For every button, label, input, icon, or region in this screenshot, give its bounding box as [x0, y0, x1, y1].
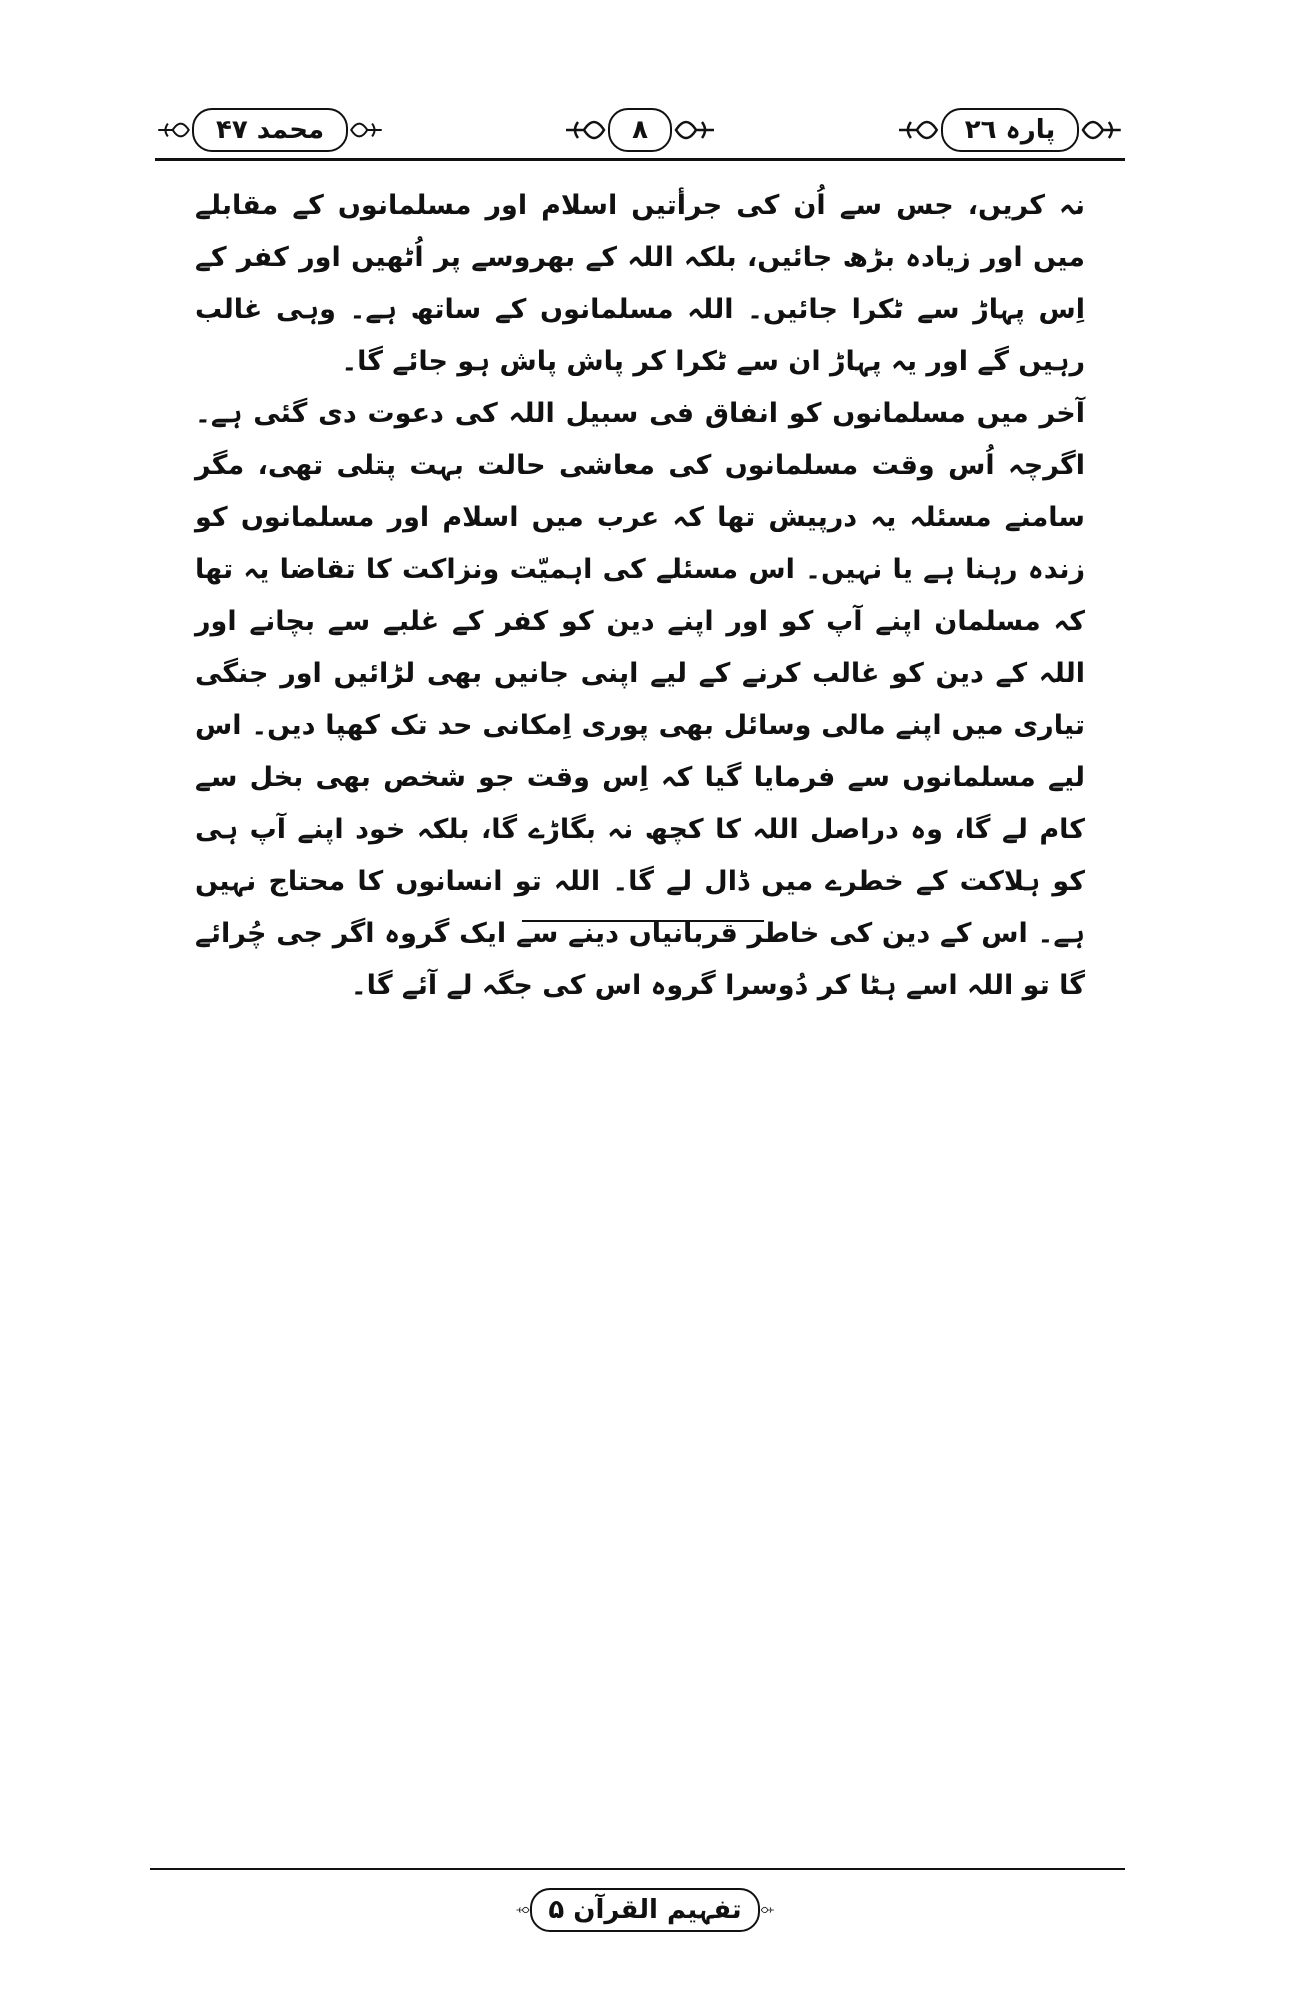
ornament-icon — [515, 1890, 530, 1930]
surah-cartouche — [155, 108, 385, 152]
surah-frame — [192, 108, 348, 152]
page-number-frame — [608, 108, 672, 152]
page-number: ۸ — [632, 115, 648, 145]
ornament-icon — [348, 110, 385, 150]
ornament-icon — [155, 110, 192, 150]
page-number-cartouche — [535, 108, 745, 152]
paragraph: نہ کریں، جس سے اُن کی جرأتیں اسلام اور مسلمانوں کے مقابلے میں اور زیادہ بڑھ جائیں، بلکہ اللہ کے بھروسے پر اُٹھیں اور کفر کے اِس پہاڑ سے ٹکرا جائیں۔ اللہ مسلمانوں کے ساتھ ہے۔ وہی غالب رہیں گے اور یہ پہاڑ ان سے ٹکرا کر پاش پاش ہو جائے گا۔ — [195, 190, 1085, 377]
body-text — [195, 180, 1085, 1012]
ornament-icon — [672, 110, 718, 150]
ornament-icon — [895, 110, 941, 150]
paragraph: آخر میں مسلمانوں کو انفاق فی سبیل اللہ کی دعوت دی گئی ہے۔ اگرچہ اُس وقت مسلمانوں کی معاشی حالت بہت پتلی تھی، مگر سامنے مسئلہ یہ درپیش تھا کہ عرب میں اسلام اور مسلمانوں کو زندہ رہنا ہے یا نہیں۔ اس مسئلے کی اہمیّت ونزاکت کا تقاضا یہ تھا کہ مسلمان اپنے آپ کو اور اپنے دین کو کفر کے غلبے سے بچانے اور اللہ کے دین کو غالب کرنے کے لیے اپنی جانیں بھی لڑائیں اور جنگی تیاری میں اپنے مالی وسائل بھی پوری اِمکانی حد تک کھپا دیں۔ اس لیے مسلمانوں سے فرمایا گیا کہ اِس وقت جو شخص بھی بخل سے کام لے گا، وہ دراصل اللہ کا کچھ نہ بگاڑے گا، بلکہ خود اپنے آپ ہی کو ہلاکت کے خطرے میں ڈال لے گا۔ اللہ تو انسانوں کا محتاج نہیں ہے۔ اس کے دین کی خاطر قربانیاں دینے سے ایک گروہ اگر جی چُرائے گا تو اللہ اسے ہٹا کر دُوسرا گروہ اس کی جگہ لے آئے گا۔ — [195, 398, 1085, 1001]
para-frame — [941, 108, 1080, 152]
para-label: پارہ ۲٦ — [964, 115, 1056, 145]
section-separator — [522, 920, 764, 922]
book-title-frame — [530, 1888, 759, 1932]
page-footer — [515, 1885, 775, 1935]
page-header — [155, 100, 1125, 165]
ornament-icon — [760, 1890, 775, 1930]
header-rule — [155, 158, 1125, 161]
surah-label: محمد ۴۷ — [215, 115, 325, 145]
para-cartouche — [895, 108, 1125, 152]
book-title: تفہیم القرآن ۵ — [548, 1895, 742, 1925]
footer-rule — [150, 1868, 1125, 1870]
ornament-icon — [1079, 110, 1125, 150]
ornament-icon — [562, 110, 608, 150]
